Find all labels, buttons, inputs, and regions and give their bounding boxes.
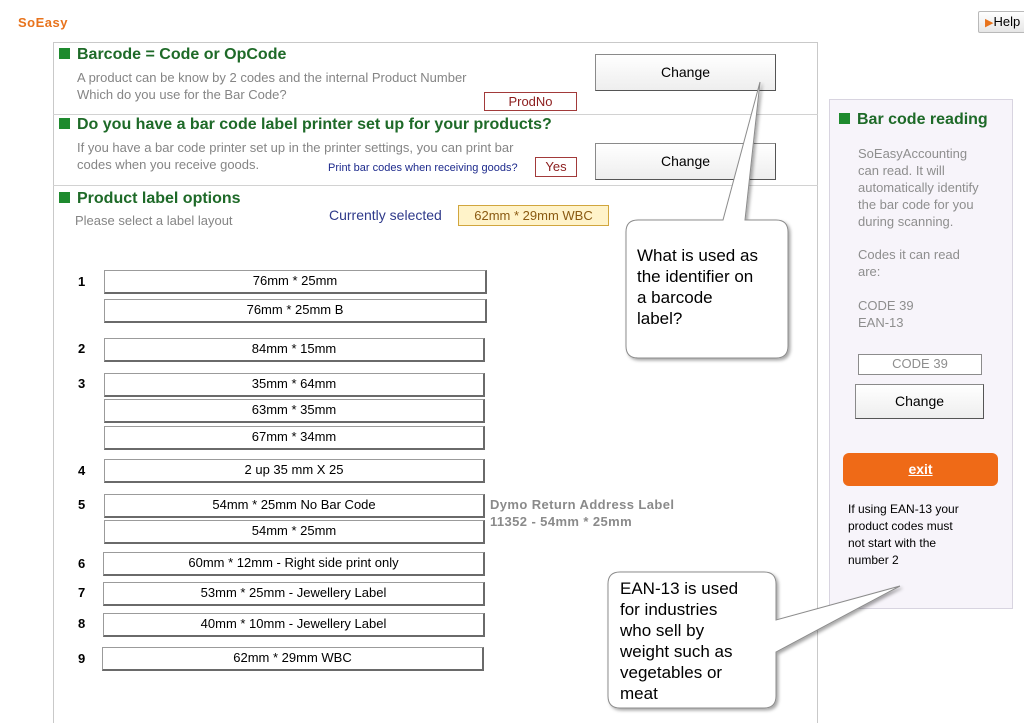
callout-ean13-text: EAN-13 is used for industries who sell by weight such as vegetables or meat <box>620 579 739 702</box>
app-title: SoEasy <box>18 15 68 30</box>
label-option-54x25-no-barcode[interactable]: 54mm * 25mm No Bar Code <box>104 494 485 518</box>
label-option-53x25-jewellery[interactable]: 53mm * 25mm - Jewellery Label <box>103 582 485 606</box>
side-codes-heading: Codes it can read are: <box>858 247 960 279</box>
row-number-5: 5 <box>78 497 86 512</box>
label-option-35x64[interactable]: 35mm * 64mm <box>104 373 485 397</box>
side-panel-title: Bar code reading <box>839 111 988 129</box>
dymo-note-line1: Dymo Return Address Label <box>490 497 675 512</box>
row-number-1: 1 <box>78 274 86 289</box>
row-number-6: 6 <box>78 556 86 571</box>
dymo-note-line2: 11352 - 54mm * 25mm <box>490 514 633 529</box>
printer-change-button[interactable]: Change <box>595 143 776 180</box>
barcode-desc-line1: A product can be know by 2 codes and the internal Product Number <box>77 70 467 85</box>
barcode-type-value: CODE 39 <box>858 354 982 375</box>
side-codes-list: CODE 39 EAN-13 <box>858 298 914 330</box>
callout-question-text: What is used as the identifier on a barcode label? <box>637 246 758 328</box>
printer-desc-line1: If you have a bar code printer set up in the printer settings, you can print bar <box>77 140 514 155</box>
label-option-76x25[interactable]: 76mm * 25mm <box>104 270 487 294</box>
label-option-84x15[interactable]: 84mm * 15mm <box>104 338 485 362</box>
label-option-76x25-b[interactable]: 76mm * 25mm B <box>104 299 487 323</box>
label-option-62x29-wbc[interactable]: 62mm * 29mm WBC <box>102 647 484 671</box>
label-option-2up-35x25[interactable]: 2 up 35 mm X 25 <box>104 459 485 483</box>
currently-selected-value: 62mm * 29mm WBC <box>458 205 609 226</box>
ean13-note: If using EAN-13 your product codes must not start with the number 2 <box>848 502 959 567</box>
label-option-67x34[interactable]: 67mm * 34mm <box>104 426 485 450</box>
printer-desc-line2: codes when you receive goods. <box>77 157 260 172</box>
label-option-63x35[interactable]: 63mm * 35mm <box>104 399 485 423</box>
label-section-desc: Please select a label layout <box>75 213 233 228</box>
side-description: SoEasyAccounting can read. It will automatically identify the bar code for you during scanning. <box>858 146 979 229</box>
play-arrow-icon: ▶ <box>985 17 994 29</box>
row-number-3: 3 <box>78 376 86 391</box>
currently-selected-label: Currently selected <box>329 207 442 223</box>
row-number-2: 2 <box>78 341 86 356</box>
label-section-title: Product label options <box>59 190 241 208</box>
row-number-9: 9 <box>78 651 86 666</box>
barcode-change-button[interactable]: Change <box>595 54 776 91</box>
help-label: Help <box>993 14 1021 29</box>
barcode-desc-line2: Which do you use for the Bar Code? <box>77 87 287 102</box>
row-number-4: 4 <box>78 463 86 478</box>
printer-section-title: Do you have a bar code label printer set up for your products? <box>59 116 552 134</box>
barcode-section-title: Barcode = Code or OpCode <box>59 46 286 64</box>
print-question: Print bar codes when receiving goods? <box>328 162 518 174</box>
print-on-receive-value[interactable]: Yes <box>535 157 577 177</box>
label-option-40x10-jewellery[interactable]: 40mm * 10mm - Jewellery Label <box>103 613 485 637</box>
label-option-60x12[interactable]: 60mm * 12mm - Right side print only <box>103 552 485 576</box>
barcode-code-value: ProdNo <box>484 92 577 111</box>
row-number-7: 7 <box>78 585 86 600</box>
exit-button[interactable]: exit <box>843 453 998 486</box>
label-option-54x25[interactable]: 54mm * 25mm <box>104 520 485 544</box>
row-number-8: 8 <box>78 616 86 631</box>
barcode-type-change-button[interactable]: Change <box>855 384 984 419</box>
